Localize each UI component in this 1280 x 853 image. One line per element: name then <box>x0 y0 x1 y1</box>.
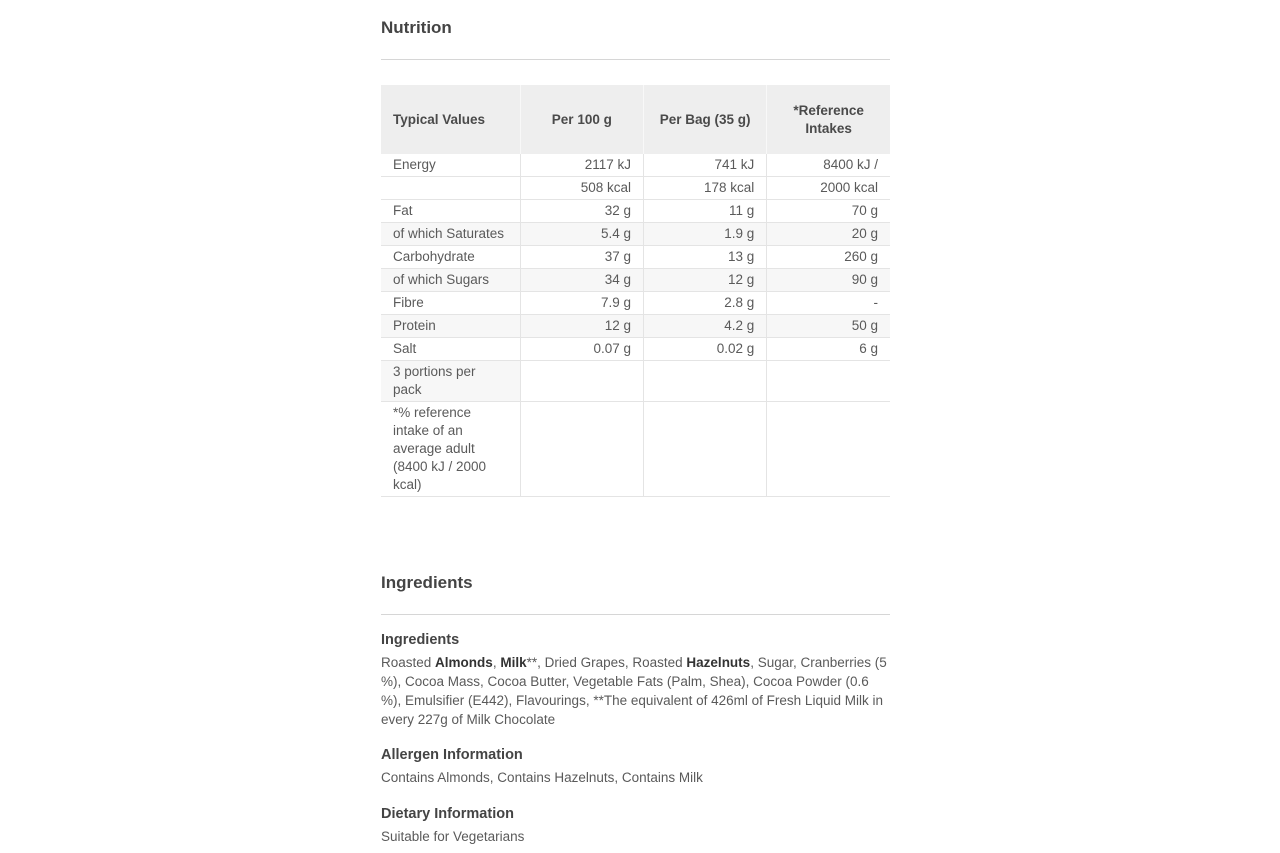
ingredient-text-part: Roasted <box>381 655 436 670</box>
allergen-heading: Allergen Information <box>381 747 523 763</box>
nutrition-row <box>381 269 890 292</box>
reference-intake-value: 2000 kcal <box>767 177 890 200</box>
dietary-text: Suitable for Vegetarians <box>381 829 525 844</box>
per-100g-value <box>520 361 643 402</box>
reference-intake-value: 90 g <box>767 269 890 292</box>
ingredients-title: Ingredients <box>381 573 473 592</box>
reference-intake-value: 8400 kJ / <box>767 154 890 177</box>
ingredient-allergen-bold: Milk <box>500 655 527 670</box>
nutrient-label: 3 portions per pack <box>381 361 520 402</box>
nutrition-row <box>381 402 890 497</box>
nutrient-label: Salt <box>381 338 520 361</box>
reference-intake-value: 260 g <box>767 246 890 269</box>
nutrient-label <box>381 177 520 200</box>
per-bag-value: 11 g <box>643 200 766 223</box>
nutrient-label: of which Sugars <box>381 269 520 292</box>
per-100g-value: 0.07 g <box>520 338 643 361</box>
per-bag-value: 1.9 g <box>643 223 766 246</box>
per-bag-value: 4.2 g <box>643 315 766 338</box>
nutrient-label: *% reference intake of an average adult (8400 kJ / 2000 kcal) <box>381 402 520 497</box>
ingredient-text-part: , <box>492 655 501 670</box>
per-100g-value: 7.9 g <box>520 292 643 315</box>
reference-intake-value <box>767 361 890 402</box>
per-bag-value: 0.02 g <box>643 338 766 361</box>
per-100g-value: 12 g <box>520 315 643 338</box>
per-100g-value: 37 g <box>520 246 643 269</box>
reference-intake-value: - <box>767 292 890 315</box>
per-bag-value: 13 g <box>643 246 766 269</box>
per-100g-value: 508 kcal <box>520 177 643 200</box>
header-typical-values: Typical Values <box>381 85 520 154</box>
per-100g-value: 32 g <box>520 200 643 223</box>
allergen-block <box>381 746 890 787</box>
reference-intake-value: 70 g <box>767 200 890 223</box>
per-bag-value: 12 g <box>643 269 766 292</box>
ingredients-text <box>381 653 890 729</box>
nutrition-row <box>381 200 890 223</box>
nutrition-row <box>381 315 890 338</box>
dietary-heading: Dietary Information <box>381 806 514 822</box>
per-100g-value <box>520 402 643 497</box>
header-per-bag: Per Bag (35 g) <box>643 85 766 154</box>
per-bag-value: 741 kJ <box>643 154 766 177</box>
ingredients-heading: Ingredients <box>381 632 460 648</box>
nutrition-row <box>381 154 890 177</box>
reference-intake-value <box>767 402 890 497</box>
nutrient-label: Carbohydrate <box>381 246 520 269</box>
nutrition-header-row <box>381 85 890 154</box>
nutrition-row <box>381 292 890 315</box>
nutrition-row <box>381 338 890 361</box>
nutrition-row <box>381 177 890 200</box>
nutrition-table <box>381 85 890 497</box>
header-per-100g: Per 100 g <box>520 85 643 154</box>
per-bag-value: 2.8 g <box>643 292 766 315</box>
per-bag-value <box>643 402 766 497</box>
nutrition-divider <box>381 59 890 60</box>
nutrient-label: Fibre <box>381 292 520 315</box>
nutrition-row <box>381 246 890 269</box>
nutrition-row <box>381 361 890 402</box>
ingredients-block <box>381 631 890 729</box>
per-bag-value: 178 kcal <box>643 177 766 200</box>
header-reference-intakes: *Reference Intakes <box>767 85 890 154</box>
per-100g-value: 2117 kJ <box>520 154 643 177</box>
reference-intake-value: 50 g <box>767 315 890 338</box>
nutrition-table-body <box>381 154 890 497</box>
per-100g-value: 5.4 g <box>520 223 643 246</box>
ingredient-allergen-bold: Almonds <box>435 655 493 670</box>
nutrient-label: Protein <box>381 315 520 338</box>
dietary-block <box>381 805 890 846</box>
reference-intake-value: 20 g <box>767 223 890 246</box>
nutrient-label: of which Saturates <box>381 223 520 246</box>
reference-intake-value: 6 g <box>767 338 890 361</box>
nutrient-label: Energy <box>381 154 520 177</box>
per-bag-value <box>643 361 766 402</box>
ingredients-divider <box>381 614 890 615</box>
per-100g-value: 34 g <box>520 269 643 292</box>
allergen-text: Contains Almonds, Contains Hazelnuts, Contains Milk <box>381 770 703 785</box>
ingredient-allergen-bold: Hazelnuts <box>686 655 751 670</box>
nutrition-row <box>381 223 890 246</box>
ingredient-text-part: **, Dried Grapes, Roasted <box>526 655 687 670</box>
nutrition-title: Nutrition <box>381 18 452 37</box>
ingredient-text-part: , Sugar, Cranberries (5 %), Cocoa Mass, Cocoa Butter, Vegetable Fats (Palm, Shea), Cocoa Powder (0.6 %), Emulsifier (E442), Flavourings, **The equivalent of 426ml of Fresh Liquid Milk in every 227g of Milk Chocolate <box>381 655 887 727</box>
nutrient-label: Fat <box>381 200 520 223</box>
